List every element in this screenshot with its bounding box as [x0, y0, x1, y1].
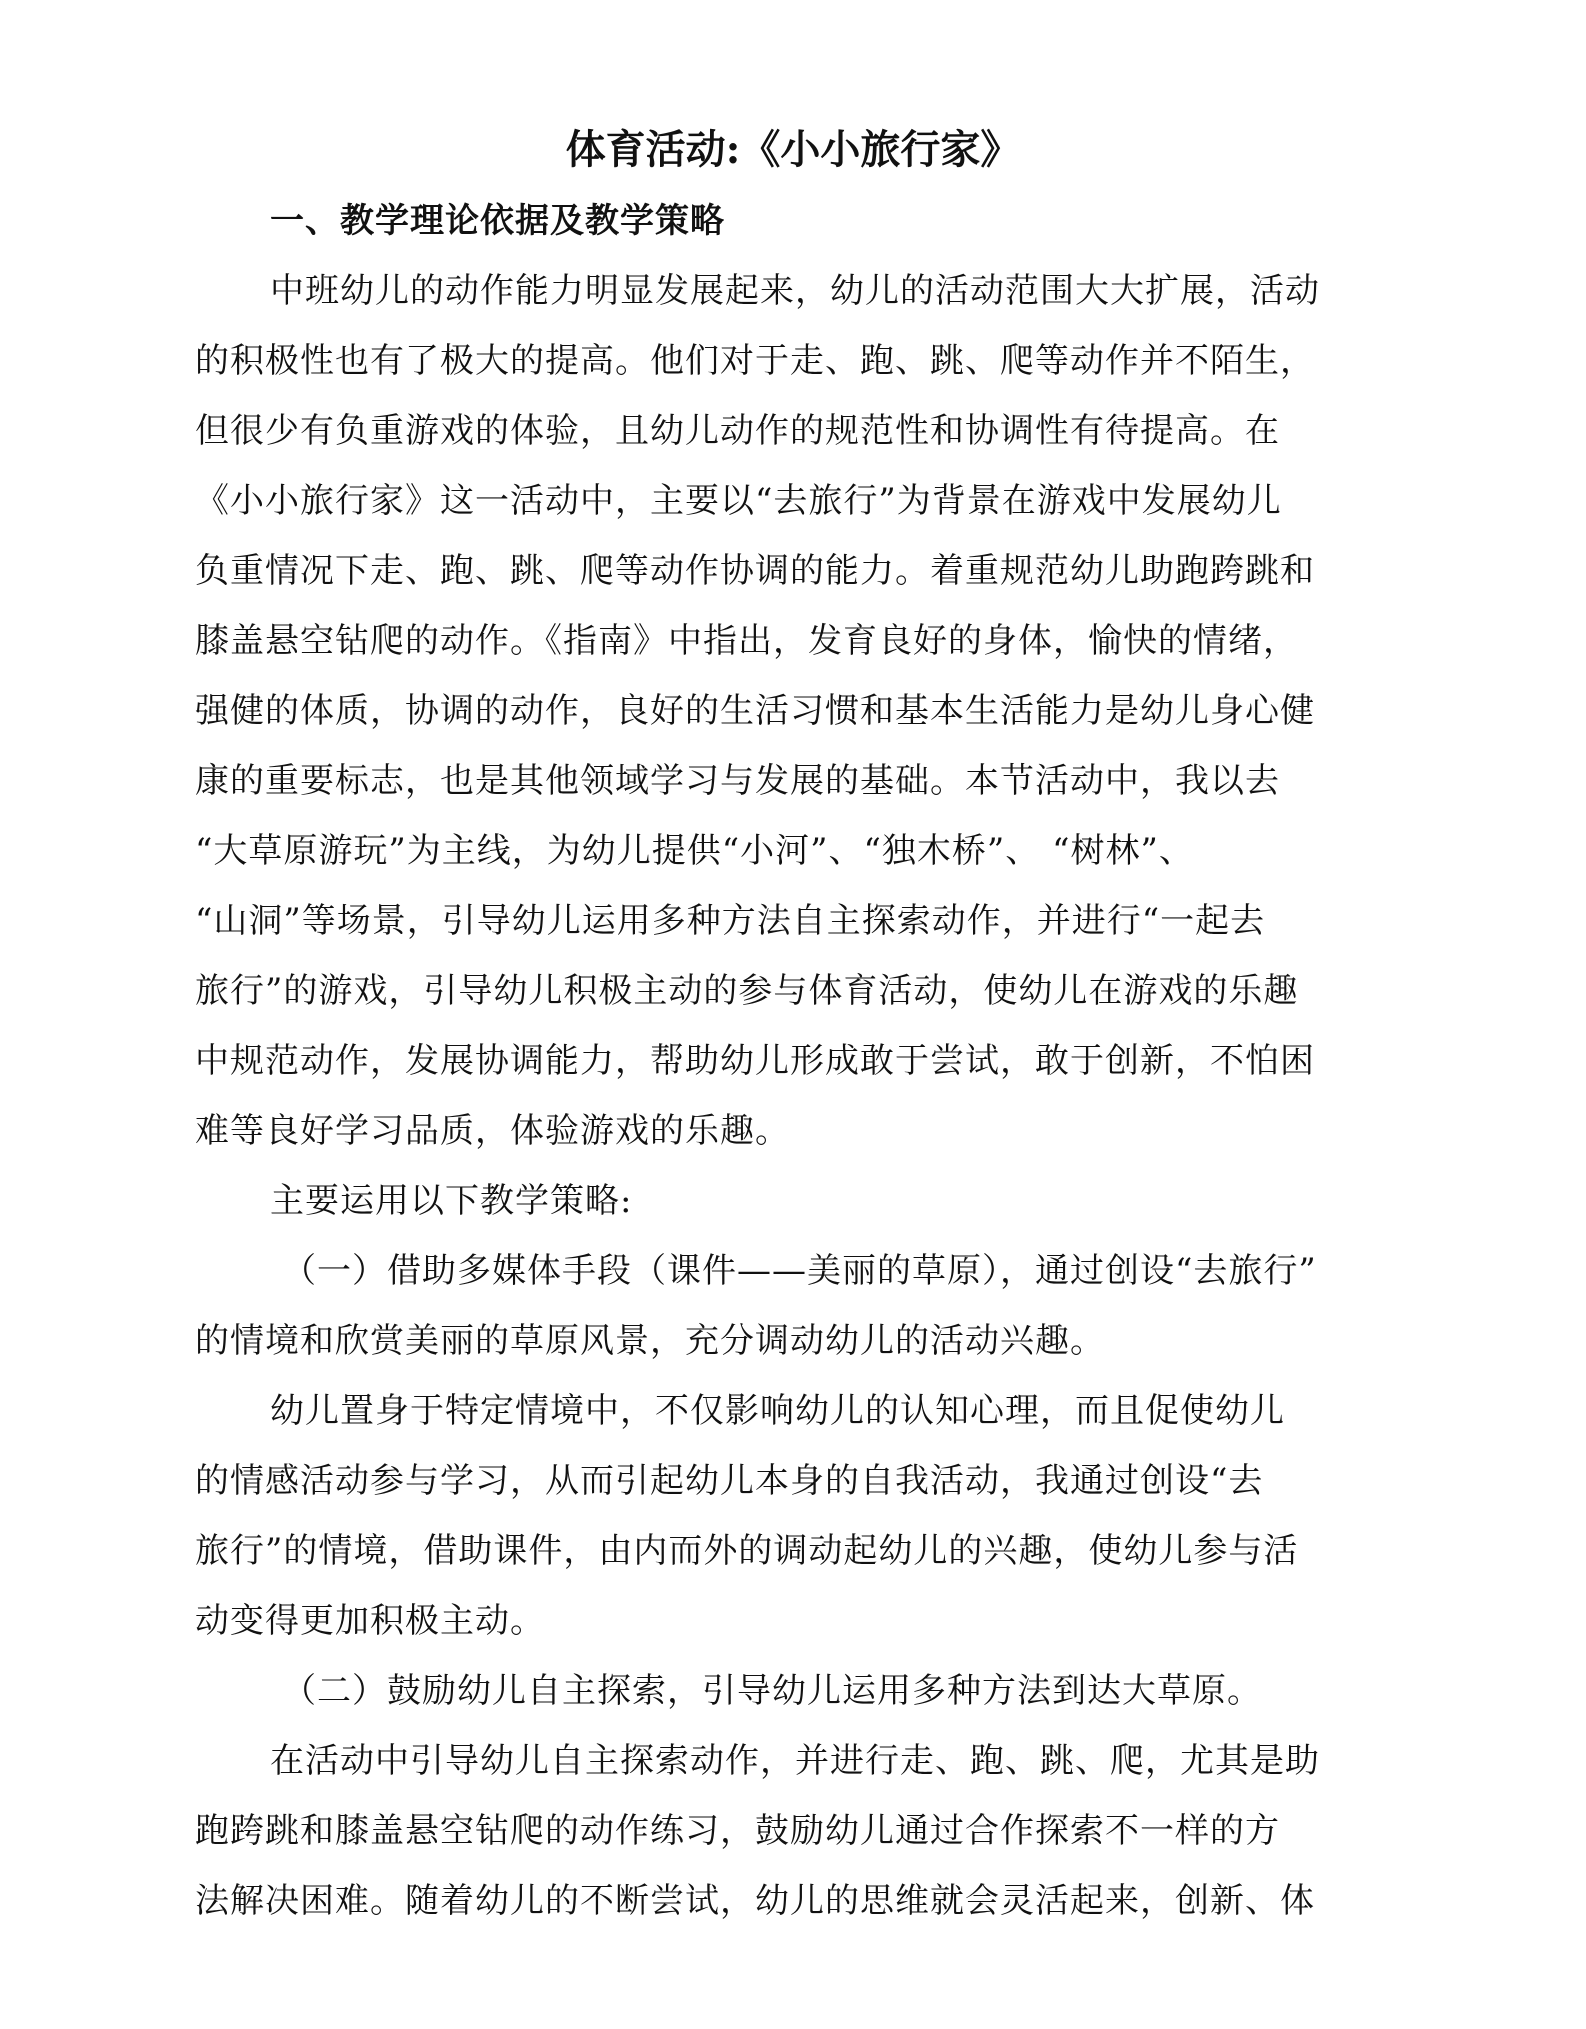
section-heading: 一、教学理论依据及教学策略: [270, 201, 725, 241]
paragraph-line: “山洞”等场景，引导幼儿运用多种方法自主探索动作，并进行“一起去: [195, 901, 1266, 941]
paragraph-line: 的情境和欣赏美丽的草原风景，充分调动幼儿的活动兴趣。: [195, 1321, 1105, 1361]
strategy-heading-2: （二）鼓励幼儿自主探索，引导幼儿运用多种方法到达大草原。: [282, 1671, 1262, 1711]
paragraph-line: 动变得更加积极主动。: [195, 1601, 545, 1641]
paragraph-line: 膝盖悬空钻爬的动作。《指南》中指出，发育良好的身体，愉快的情绪，: [195, 621, 1298, 661]
paragraph-line: 负重情况下走、跑、跳、爬等动作协调的能力。着重规范幼儿助跑跨跳和: [195, 551, 1315, 591]
paragraph-line: “大草原游玩”为主线，为幼儿提供“小河”、“独木桥”、 “树林”、: [195, 831, 1194, 871]
paragraph-line: 中规范动作，发展协调能力，帮助幼儿形成敢于尝试，敢于创新，不怕困: [195, 1041, 1315, 1081]
document-title: 体育活动:《小小旅行家》: [565, 126, 1021, 173]
paragraph-line: 的情感活动参与学习，从而引起幼儿本身的自我活动，我通过创设“去: [195, 1461, 1264, 1501]
paragraph-line: 的积极性也有了极大的提高。他们对于走、跑、跳、爬等动作并不陌生，: [195, 341, 1315, 381]
paragraph-line: 跑跨跳和膝盖悬空钻爬的动作练习，鼓励幼儿通过合作探索不一样的方: [195, 1811, 1280, 1851]
paragraph-line: 法解决困难。随着幼儿的不断尝试，幼儿的思维就会灵活起来，创新、体: [195, 1881, 1315, 1921]
paragraph-line: 在活动中引导幼儿自主探索动作，并进行走、跑、跳、爬，尤其是助: [270, 1741, 1320, 1781]
paragraph-line: 强健的体质，协调的动作，良好的生活习惯和基本生活能力是幼儿身心健: [195, 691, 1315, 731]
paragraph-line: 康的重要标志，也是其他领域学习与发展的基础。本节活动中，我以去: [195, 761, 1280, 801]
paragraph-line: 中班幼儿的动作能力明显发展起来，幼儿的活动范围大大扩展，活动: [270, 271, 1320, 311]
strategy-intro: 主要运用以下教学策略:: [270, 1181, 633, 1221]
paragraph-line: 旅行”的游戏，引导幼儿积极主动的参与体育活动，使幼儿在游戏的乐趣: [195, 971, 1299, 1011]
paragraph-line: 但很少有负重游戏的体验，且幼儿动作的规范性和协调性有待提高。在: [195, 411, 1280, 451]
paragraph-line: 《小小旅行家》这一活动中，主要以“去旅行”为背景在游戏中发展幼儿: [195, 481, 1282, 521]
paragraph-line: 幼儿置身于特定情境中，不仅影响幼儿的认知心理，而且促使幼儿: [270, 1391, 1285, 1431]
paragraph-line: 旅行”的情境，借助课件，由内而外的调动起幼儿的兴趣，使幼儿参与活: [195, 1531, 1299, 1571]
strategy-heading-1: （一）借助多媒体手段（课件——美丽的草原），通过创设“去旅行”: [282, 1251, 1317, 1291]
paragraph-line: 难等良好学习品质，体验游戏的乐趣。: [195, 1111, 790, 1151]
